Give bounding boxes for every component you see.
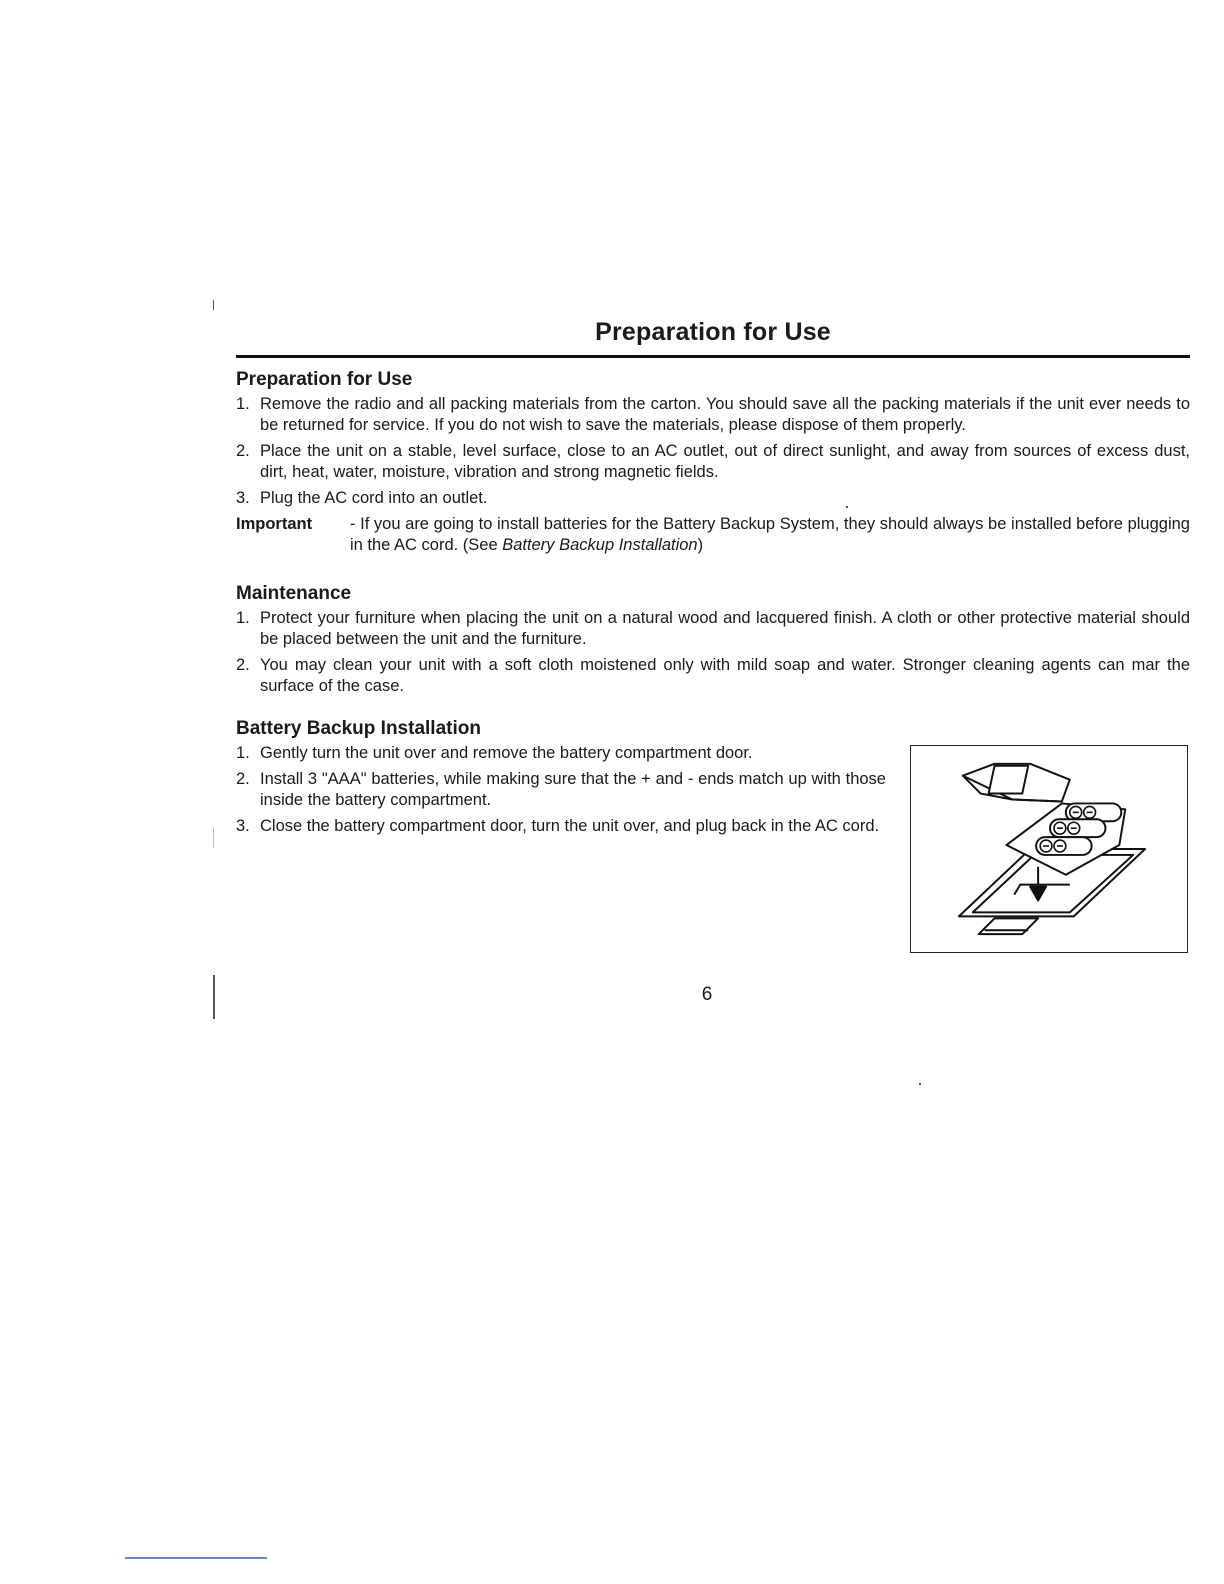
step-number: 2. [236, 442, 250, 460]
scan-mark [213, 828, 214, 848]
list-item [236, 608, 1190, 650]
scan-dot [919, 1083, 921, 1085]
step-number: 1. [236, 744, 250, 762]
section-heading-battery: Battery Backup Installation [236, 718, 481, 739]
important-text: - If you are going to install batteries for the Battery Backup System, they should always be installed before plugging in the AC cord. (See [350, 515, 1190, 554]
section-maintenance [236, 582, 1190, 697]
step-text: Plug the AC cord into an outlet. [260, 489, 488, 507]
preparation-steps [236, 394, 1190, 509]
step-text: Install 3 "AAA" batteries, while making sure that the + and - ends match up with those inside the battery compartment. [260, 770, 886, 809]
page-title: Preparation for Use [595, 318, 831, 346]
step-text: Gently turn the unit over and remove the battery compartment door. [260, 744, 753, 762]
important-reference: Battery Backup Installation [502, 536, 698, 554]
step-number: 2. [236, 656, 250, 674]
list-item [236, 394, 1190, 436]
important-label: Important [236, 515, 313, 533]
step-number: 2. [236, 770, 250, 788]
page-number: 6 [701, 984, 713, 1005]
step-text: Place the unit on a stable, level surface, close to an AC outlet, out of direct sunlight, and away from sources of excess dust, dirt, heat, water, moisture, vibration and strong magnetic fields. [260, 442, 1190, 481]
list-item [236, 441, 1190, 483]
list-item [236, 655, 1190, 697]
maintenance-steps [236, 608, 1190, 697]
section-heading-maintenance: Maintenance [236, 583, 352, 604]
list-item [236, 769, 886, 811]
list-item [236, 488, 1190, 509]
step-number: 1. [236, 395, 250, 413]
step-text: Remove the radio and all packing materials from the carton. You should save all the packing materials if the unit ever needs to be returned for service. If you do not wish to save the materials, please dispose of them properly. [260, 395, 1190, 434]
bottom-rule [125, 1557, 267, 1559]
list-item [236, 743, 886, 764]
important-note [236, 514, 1190, 556]
scan-mark [213, 300, 214, 310]
step-text: You may clean your unit with a soft cloth moistened only with mild soap and water. Stronger cleaning agents can mar the surface of the case. [260, 656, 1190, 695]
section-heading-preparation: Preparation for Use [236, 369, 413, 390]
important-close: ) [697, 536, 704, 554]
section-preparation [236, 368, 1190, 556]
scan-mark [213, 975, 215, 1019]
title-rule [236, 355, 1190, 358]
step-text: Close the battery compartment door, turn the unit over, and plug back in the AC cord. [260, 817, 880, 835]
step-text: Protect your furniture when placing the unit on a natural wood and lacquered finish. A cloth or other protective material should be placed between the unit and the furniture. [260, 609, 1190, 648]
step-number: 3. [236, 489, 250, 507]
step-number: 3. [236, 817, 250, 835]
battery-compartment-diagram-icon [911, 746, 1187, 952]
list-item [236, 816, 886, 837]
battery-steps [236, 743, 886, 837]
battery-compartment-figure [910, 745, 1188, 953]
scan-dot [846, 506, 848, 508]
step-number: 1. [236, 609, 250, 627]
